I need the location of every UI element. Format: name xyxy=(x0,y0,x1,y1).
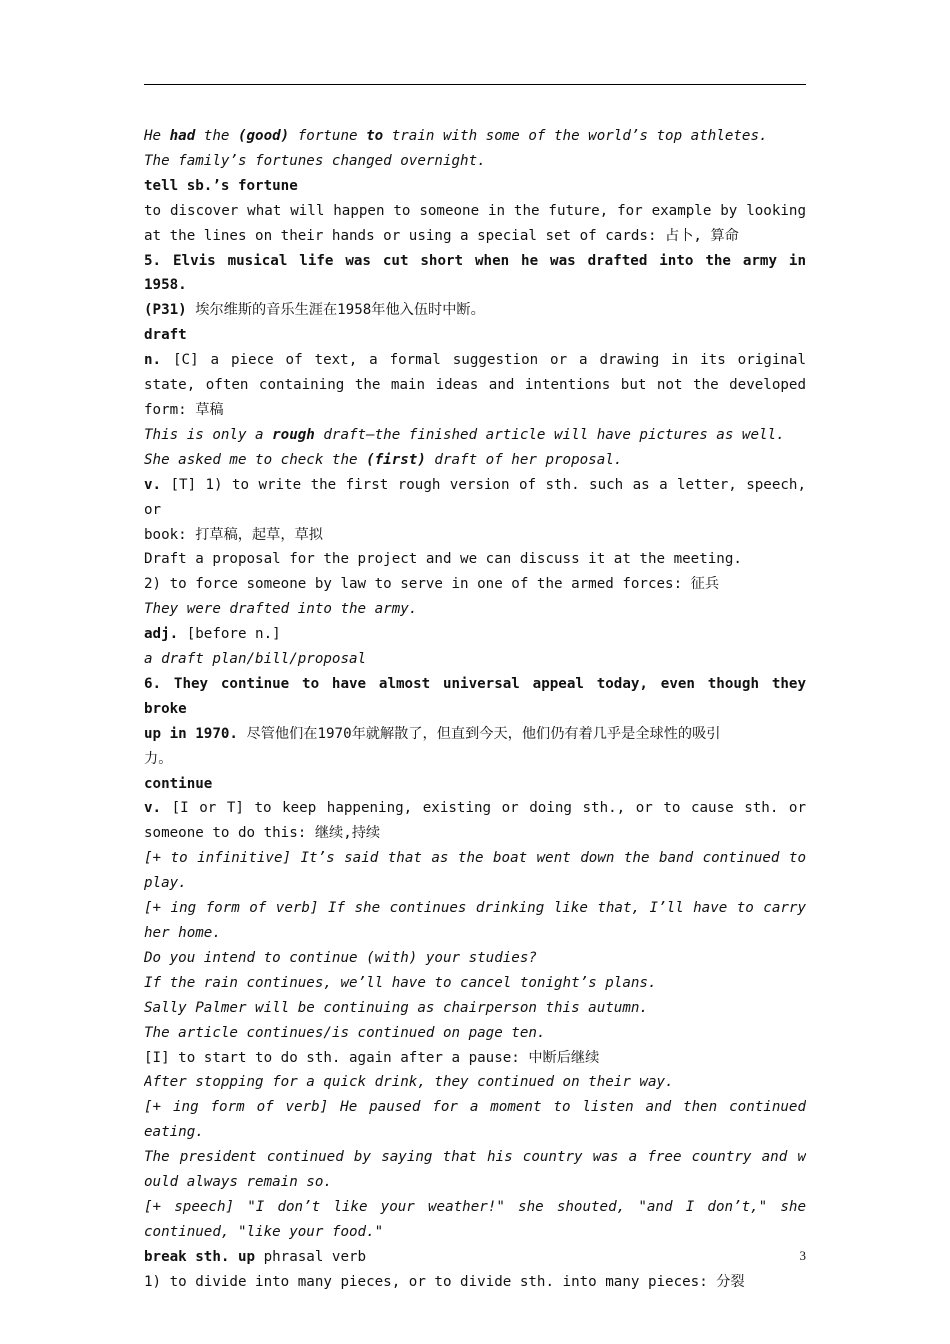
example-sentence: [+ to infinitive] It’s said that as the boat went down the band continued to xyxy=(144,850,806,867)
header-rule xyxy=(144,84,806,85)
example-sentence: She asked me to check the (first) draft of her proposal. xyxy=(144,451,623,468)
example-sentence: He had the (good) fortune to train with some of the world’s top athletes. xyxy=(144,128,768,144)
definition-line: 2) to force someone by law to serve in one of the armed forces: 征兵 xyxy=(144,576,720,593)
word-heading: continue xyxy=(144,775,213,792)
definition-line: 1) to divide into many pieces, or to divide sth. into many pieces: 分裂 xyxy=(144,1273,745,1290)
example-sentence: [+ ing form of verb] He paused for a moment to listen and then continued xyxy=(144,1099,806,1116)
example-sentence: a draft plan/bill/proposal xyxy=(144,651,367,668)
example-sentence: play. xyxy=(144,875,187,892)
example-sentence: Do you intend to continue (with) your studies? xyxy=(144,949,537,966)
phrase-heading: break sth. up phrasal verb xyxy=(144,1248,367,1265)
definition-line: state, often containing the main ideas and intentions but not the developed xyxy=(144,377,806,394)
sentence-translation: (P31) 埃尔维斯的音乐生涯在1958年他入伍时中断。 xyxy=(144,302,485,319)
definition-line: book: 打草稿，起草，草拟 xyxy=(144,526,323,543)
example-sentence: If the rain continues, we’ll have to cancel tonight’s plans. xyxy=(144,974,657,991)
page-number: 3 xyxy=(799,1248,806,1263)
definition-line: [I] to start to do sth. again after a pause: 中断后继续 xyxy=(144,1049,600,1066)
definition-line: adj. [before n.] xyxy=(144,626,281,643)
definition-line: at the lines on their hands or using a special set of cards: 占卜, 算命 xyxy=(144,227,739,244)
example-sentence: eating. xyxy=(144,1124,204,1141)
example-sentence: After stopping for a quick drink, they continued on their way. xyxy=(144,1074,674,1091)
example-sentence: The family’s fortunes changed overnight. xyxy=(144,152,486,169)
definition-line: someone to do this: 继续,持续 xyxy=(144,825,381,842)
definition-line: n. [C] a piece of text, a formal suggestion or a drawing in its original xyxy=(144,352,806,369)
example-sentence: This is only a rough draft—the finished article will have pictures as well. xyxy=(144,426,785,443)
example-sentence: They were drafted into the army. xyxy=(144,601,418,618)
phrase-heading: tell sb.’s fortune xyxy=(144,177,298,194)
example-sentence: ould always remain so. xyxy=(144,1174,332,1191)
example-sentence: The president continued by saying that his country was a free country and w xyxy=(144,1149,806,1166)
definition-line: v. [I or T] to keep happening, existing or doing sth., or to cause sth. or xyxy=(144,800,806,817)
example-sentence: [+ ing form of verb] If she continues drinking like that, I’ll have to carry xyxy=(144,900,806,917)
example-sentence: [+ speech] "I don’t like your weather!" she shouted, "and I don’t," she xyxy=(144,1198,806,1215)
sentence-translation: up in 1970. 尽管他们在1970年就解散了，但直到今天，他们仍有着几乎是全球性的吸引 xyxy=(144,725,721,742)
document-body xyxy=(144,124,806,1295)
word-heading: draft xyxy=(144,327,187,344)
definition-line: to discover what will happen to someone in the future, for example by looking xyxy=(144,202,806,219)
example-sentence: Draft a proposal for the project and we can discuss it at the meeting. xyxy=(144,551,742,568)
definition-line: v. [T] 1) to write the first rough version of sth. such as a letter, speech, or xyxy=(144,476,806,518)
example-sentence: continued, "like your food." xyxy=(144,1223,384,1240)
sentence-translation: 力。 xyxy=(144,750,173,767)
definition-line: form: 草稿 xyxy=(144,401,224,418)
example-sentence: The article continues/is continued on page ten. xyxy=(144,1024,546,1041)
example-sentence: Sally Palmer will be continuing as chairperson this autumn. xyxy=(144,999,648,1016)
sentence-heading: 5. Elvis musical life was cut short when he was drafted into the army in 1958. xyxy=(144,252,806,294)
example-sentence: her home. xyxy=(144,925,221,941)
sentence-heading: 6. They continue to have almost universal appeal today, even though they broke xyxy=(144,675,806,717)
